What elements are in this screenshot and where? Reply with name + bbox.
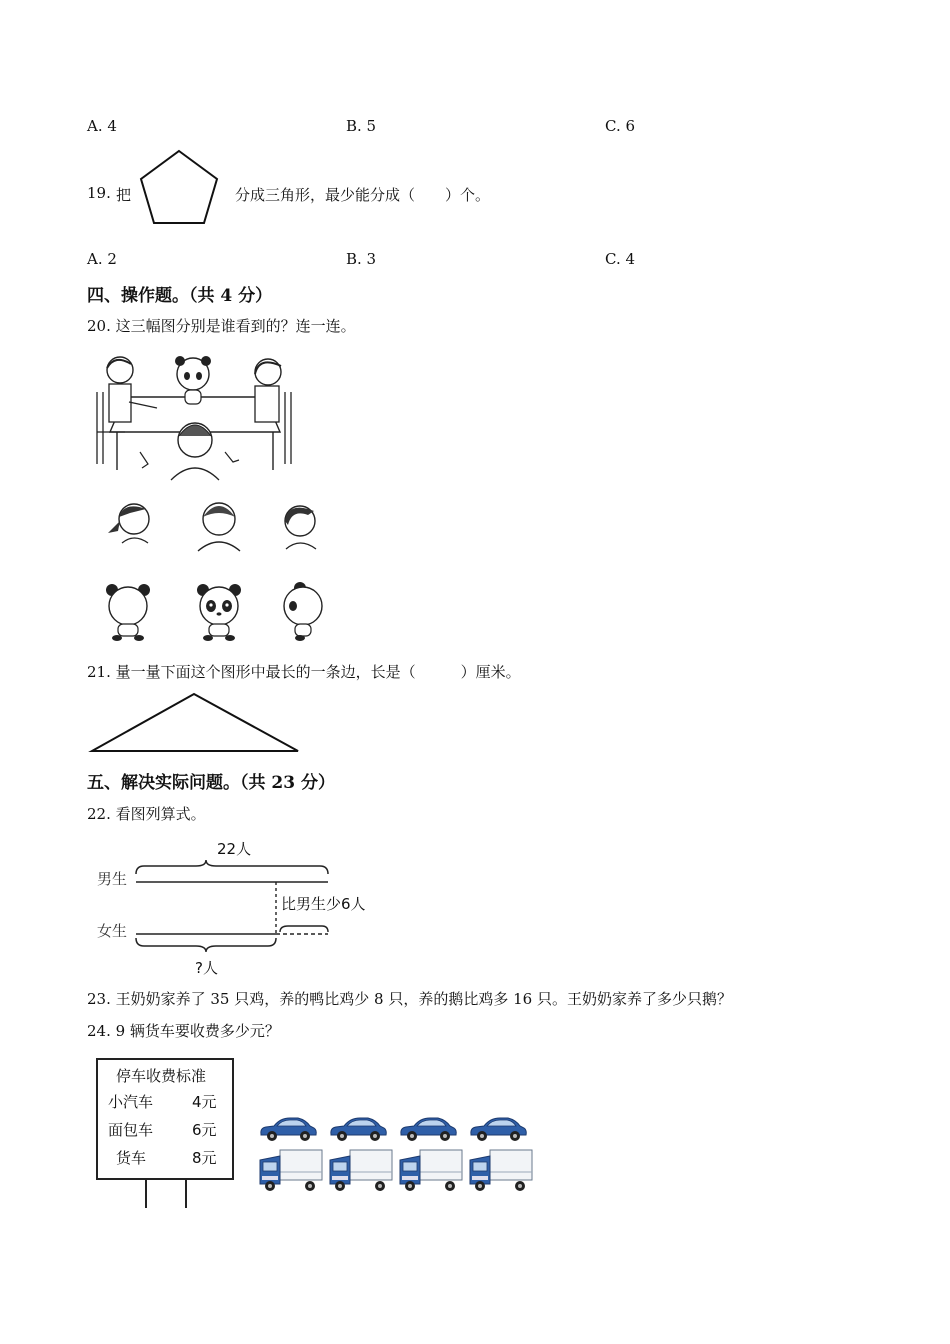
table-scene-illustration (95, 352, 295, 482)
sign-row-car-price: 4元 (192, 1093, 217, 1111)
sign-row-truck-type: 货车 (116, 1149, 147, 1167)
girl-side-view-icon (104, 497, 158, 549)
q23-text: 23. 王奶奶家养了 35 只鸡，养的鸭比鸡少 8 只，养的鹅比鸡多 16 只。王奶奶家养了多少只鹅？ (87, 990, 732, 1008)
q24-text: 24. 9 辆货车要收费多少元？ (87, 1022, 280, 1040)
truck-icon (468, 1148, 534, 1192)
q19-option-c: C. 4 (605, 250, 636, 268)
q20-text: 20. 这三幅图分别是谁看到的？连一连。 (87, 317, 356, 335)
section-5-heading: 五、解决实际问题。（共 23 分） (87, 773, 335, 793)
q18-option-b: B. 5 (346, 117, 377, 135)
q19-text: 分成三角形，最少能分成（ ）个。 (235, 186, 491, 204)
q18-option-a: A. 4 (87, 117, 117, 135)
sign-row-car-type: 小汽车 (108, 1093, 154, 1111)
girls-label: 女生 (97, 922, 128, 940)
triangle-figure (88, 690, 303, 754)
car-icon (468, 1114, 528, 1144)
sign-title: 停车收费标准 (116, 1067, 207, 1085)
q19-option-a: A. 2 (87, 250, 117, 268)
sign-post-right (185, 1178, 187, 1208)
parking-fee-sign (96, 1058, 234, 1180)
sign-row-van-type: 面包车 (108, 1121, 154, 1139)
panda-side-view-icon (278, 582, 328, 642)
q19-option-b: B. 3 (346, 250, 377, 268)
car-icon (258, 1114, 318, 1144)
difference-label: 比男生少6人 (281, 895, 366, 913)
car-icon (328, 1114, 388, 1144)
panda-front-view-icon (194, 582, 244, 642)
unknown-label: ?人 (195, 959, 218, 977)
sign-row-van-price: 6元 (192, 1121, 217, 1139)
section-4-heading: 四、操作题。（共 4 分） (87, 286, 273, 306)
sign-row-truck-price: 8元 (192, 1149, 217, 1167)
q22-text: 22. 看图列算式。 (87, 805, 206, 823)
car-icon (398, 1114, 458, 1144)
girl-front-view-icon (278, 497, 326, 552)
boys-label: 男生 (97, 870, 128, 888)
truck-icon (328, 1148, 394, 1192)
q19-prefix: 把 (116, 186, 132, 204)
truck-icon (398, 1148, 464, 1192)
pentagon-figure (138, 148, 220, 226)
q19-number: 19. (87, 184, 111, 202)
truck-icon (258, 1148, 324, 1192)
line-segment-diagram (130, 860, 340, 960)
q18-option-c: C. 6 (605, 117, 636, 135)
boy-back-view-icon (194, 497, 244, 552)
total-label: 22人 (217, 840, 252, 858)
q21-text: 21. 量一量下面这个图形中最长的一条边，长是（ ）厘米。 (87, 663, 521, 681)
sign-post-left (145, 1178, 147, 1208)
panda-back-view-icon (103, 582, 153, 642)
